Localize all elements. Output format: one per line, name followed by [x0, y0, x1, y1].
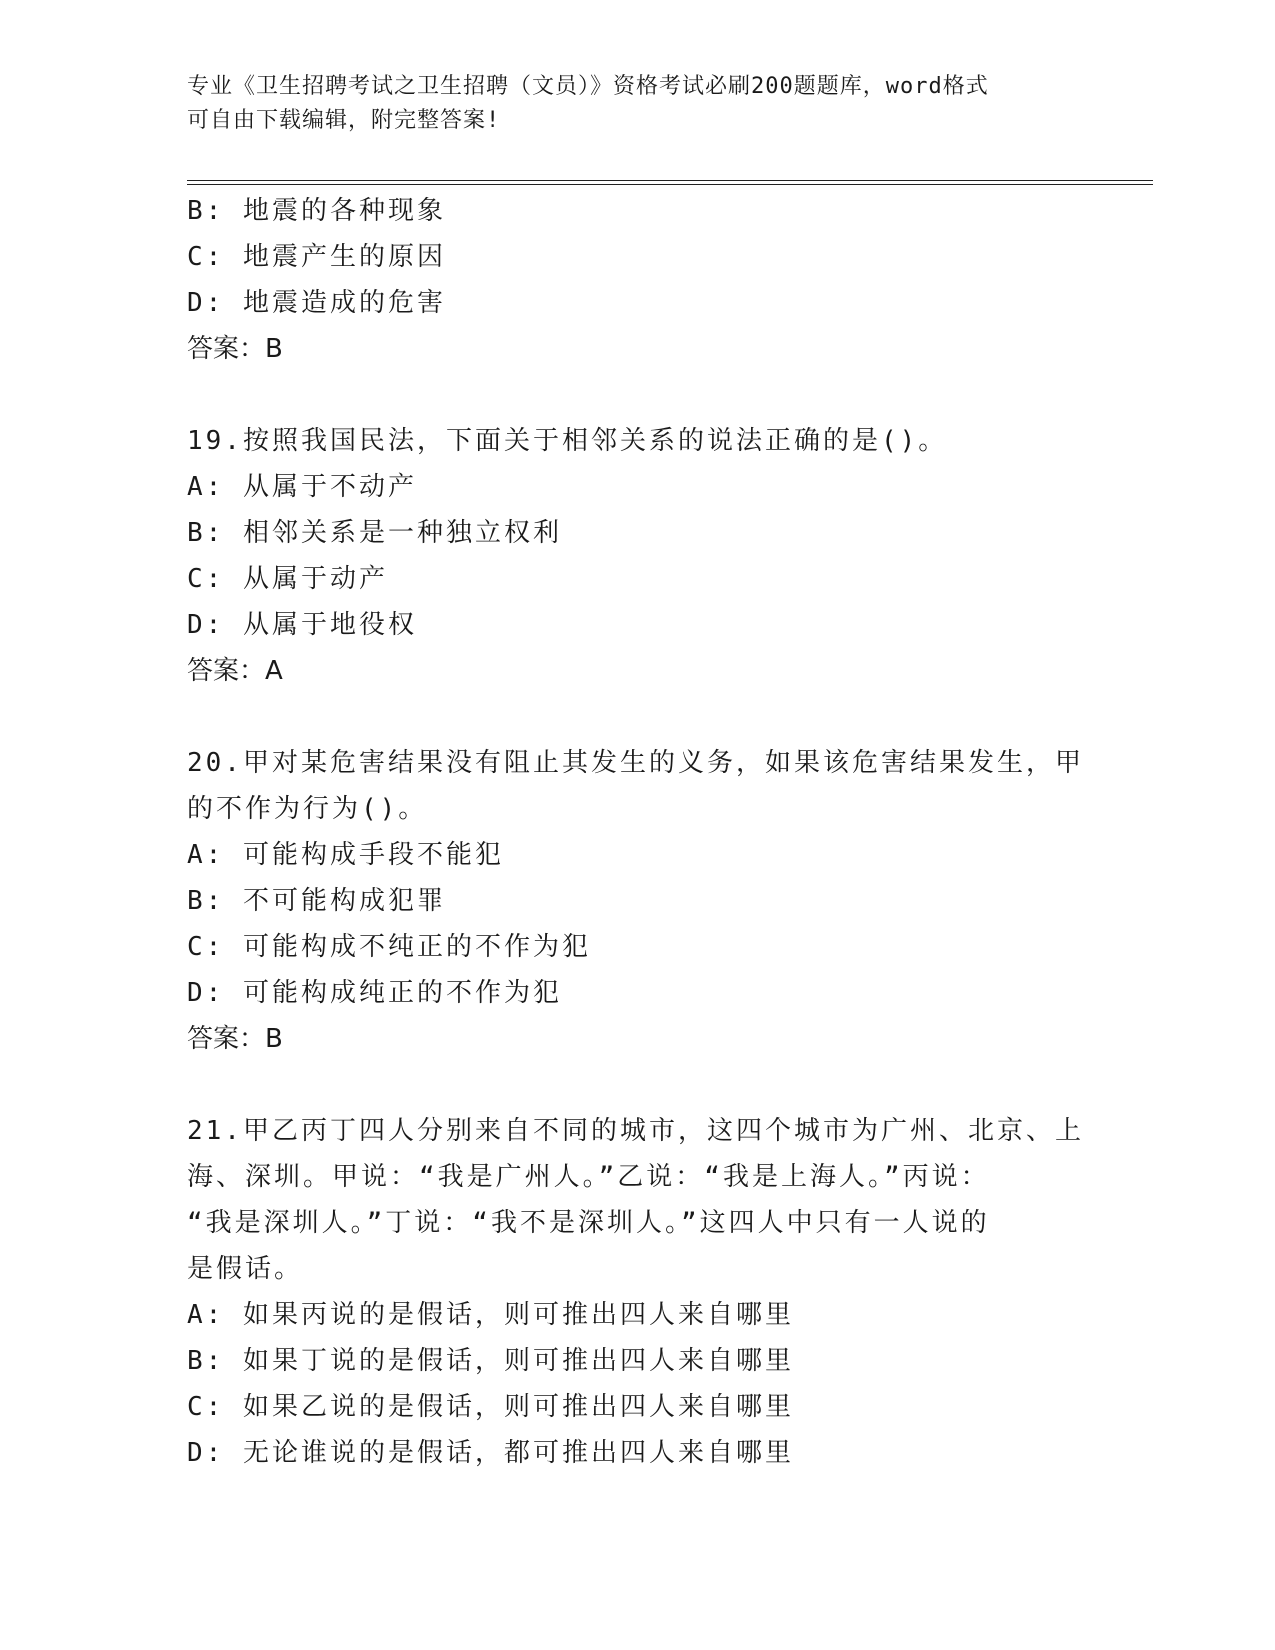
q20-option-c: C: 可能构成不纯正的不作为犯 — [187, 932, 591, 962]
question-19 — [187, 418, 1087, 694]
document-header — [187, 70, 1067, 138]
q20-stem-line-2: 的不作为行为()。 — [187, 794, 428, 824]
question-list — [187, 188, 1087, 1476]
q18-option-b: B: 地震的各种现象 — [187, 196, 446, 226]
spacer — [187, 1062, 1087, 1108]
q19-option-c: C: 从属于动产 — [187, 564, 388, 594]
q19-option-b: B: 相邻关系是一种独立权利 — [187, 518, 562, 548]
q18-answer: 答案：B — [187, 334, 283, 364]
q21-stem-line-1: 21.甲乙丙丁四人分别来自不同的城市，这四个城市为广州、北京、上 — [187, 1116, 1084, 1146]
header-title-line-2: 可自由下载编辑，附完整答案! — [187, 108, 501, 133]
q21-stem-line-3: “我是深圳人。”丁说：“我不是深圳人。”这四人中只有一人说的 — [187, 1208, 990, 1238]
q19-stem: 19.按照我国民法，下面关于相邻关系的说法正确的是()。 — [187, 426, 948, 456]
q20-answer: 答案：B — [187, 1024, 283, 1054]
q19-answer: 答案：A — [187, 656, 283, 686]
q20-option-b: B: 不可能构成犯罪 — [187, 886, 446, 916]
q18-option-c: C: 地震产生的原因 — [187, 242, 446, 272]
q18-option-d: D: 地震造成的危害 — [187, 288, 446, 318]
q21-stem-line-4: 是假话。 — [187, 1254, 304, 1284]
header-title-line-1: 专业《卫生招聘考试之卫生招聘（文员）》资格考试必刷200题题库，word格式 — [187, 74, 989, 99]
q19-option-d: D: 从属于地役权 — [187, 610, 417, 640]
q19-option-a: A: 从属于不动产 — [187, 472, 417, 502]
q21-option-c: C: 如果乙说的是假话，则可推出四人来自哪里 — [187, 1392, 794, 1422]
question-21 — [187, 1108, 1087, 1476]
q20-stem-line-1: 20.甲对某危害结果没有阻止其发生的义务，如果该危害结果发生，甲 — [187, 748, 1084, 778]
q20-option-a: A: 可能构成手段不能犯 — [187, 840, 504, 870]
question-18 — [187, 188, 1087, 372]
spacer — [187, 372, 1087, 418]
q21-option-d: D: 无论谁说的是假话，都可推出四人来自哪里 — [187, 1438, 794, 1468]
spacer — [187, 694, 1087, 740]
q20-option-d: D: 可能构成纯正的不作为犯 — [187, 978, 562, 1008]
q21-option-a: A: 如果丙说的是假话，则可推出四人来自哪里 — [187, 1300, 794, 1330]
q21-stem-line-2: 海、深圳。甲说：“我是广州人。”乙说：“我是上海人。”丙说： — [187, 1162, 990, 1192]
header-divider — [187, 180, 1153, 185]
question-20 — [187, 740, 1087, 1062]
q21-option-b: B: 如果丁说的是假话，则可推出四人来自哪里 — [187, 1346, 794, 1376]
